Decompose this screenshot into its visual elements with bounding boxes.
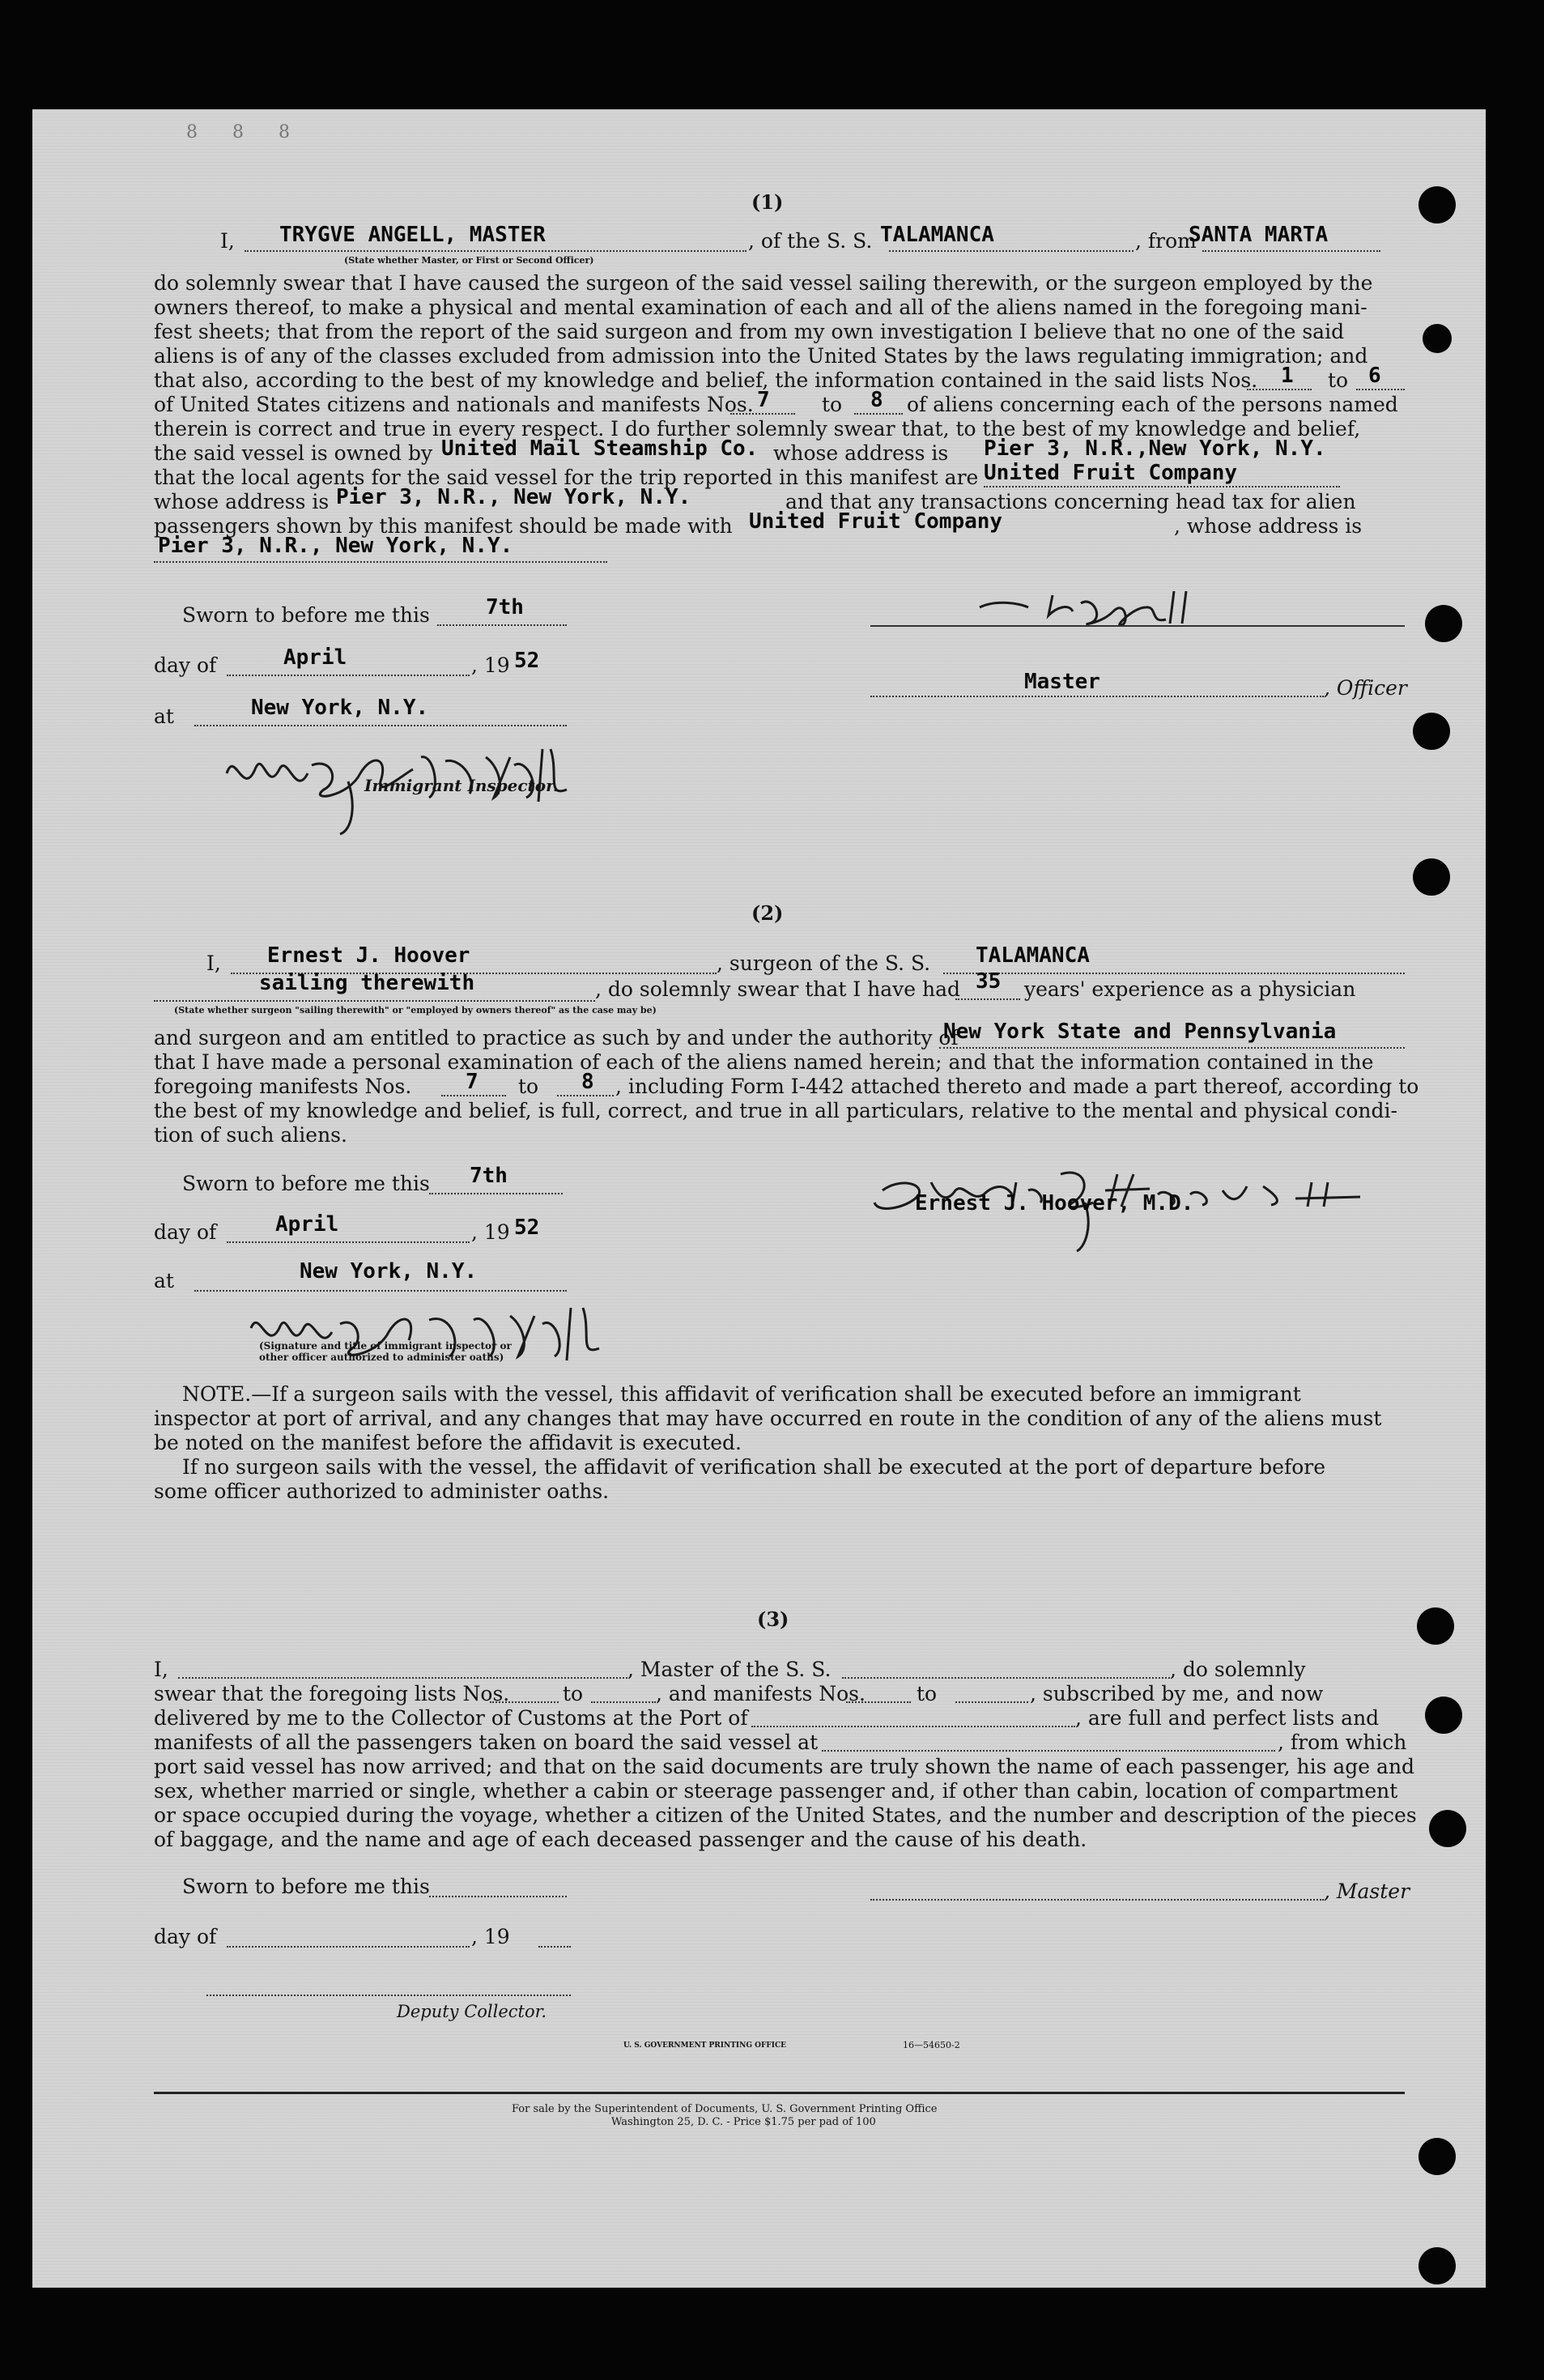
punch-hole [1419,2138,1456,2175]
s3-year-line [538,1946,571,1948]
punch-hole [1413,713,1450,750]
s1-manifests-to-line [854,413,903,415]
top-marks: 8 8 8 [186,122,304,143]
s2-authority: New York State and Pennsylvania [943,1020,1337,1044]
s1-master-sign-line [870,625,1405,627]
s1-month-line [227,675,470,676]
s1-pronoun: I, [220,229,235,253]
s3-para-3: of baggage, and the name and age of each deceased passenger and the cause of his death. [154,1828,1087,1851]
punch-hole [1429,1810,1466,1847]
s1-inspector-caption: Immigrant Inspector. [364,776,559,795]
s1-para-0: do solemnly swear that I have caused the surgeon of the said vessel sailing therewith, or the surgeon employed by the [154,271,1373,295]
s1-owner-address: Pier 3, N.R.,New York, N.Y. [984,436,1326,461]
s2-inspector-signature [243,1288,664,1377]
s3-l2-line-4 [955,1701,1028,1703]
punch-hole [1413,858,1450,896]
s2-line5: tion of such aliens. [154,1123,347,1147]
punch-hole [1423,324,1452,353]
s2-note-2: be noted on the manifest before the affidavit is executed. [154,1431,742,1454]
s1-tax-address-label: , whose address is [1174,514,1363,538]
s1-manifests-tail: of aliens concerning each of the persons named [907,393,1398,416]
s1-para-9: whose address is [154,490,330,513]
s3-l3a: delivered by me to the Collector of Customs at the Port of [154,1706,748,1730]
s3-l2b: to [563,1682,584,1705]
s1-of-the-ss: , of the S. S. [748,229,873,253]
s1-month: April [283,645,347,670]
section-2-number: (2) [751,901,784,925]
s1-from-label: , from [1135,229,1197,253]
s2-manifests-to: 8 [581,1070,594,1094]
s1-sworn-label: Sworn to before me this [182,603,430,627]
s1-port-line [1202,250,1380,252]
s2-surgeon-label: , surgeon of the S. S. [717,952,931,975]
s1-ship: TALAMANCA [880,223,994,247]
s1-officer-line [870,696,1324,697]
s1-manifests-to: 8 [870,388,883,412]
s1-head-tax-tail: and that any transactions concerning head tax for alien [785,490,1356,513]
s3-collector-line [206,1995,571,1996]
s1-para-4: that also, according to the best of my knowledge and belief, the information contained in the said lists Nos. [154,368,1258,392]
s1-master-name: TRYGVE ANGELL, MASTER [279,223,546,247]
s1-para-8: that the local agents for the said vessel for the trip reported in this manifest are [154,466,979,489]
s3-l2d: to [917,1682,938,1705]
s2-sworn-label: Sworn to before me this [182,1172,430,1195]
s1-agents-line [984,486,1340,487]
s3-sworn-label: Sworn to before me this [182,1875,430,1898]
s2-surgeon-name: Ernest J. Hoover [267,943,470,968]
s1-agents-address: Pier 3, N.R., New York, N.Y. [336,485,691,509]
s2-signer-typed: Ernest J. Hoover, M.D. [915,1191,1194,1216]
s3-para-1: sex, whether married or single, whether a cabin or steerage passenger and, if other than cabin, location of compartment [154,1779,1398,1803]
s2-year-prefix: , 19 [471,1220,510,1244]
s2-month-line [227,1241,470,1243]
s1-at-label: at [154,705,174,728]
s1-place: New York, N.Y. [251,696,429,720]
s3-l1c: , do solemnly [1170,1658,1306,1681]
s2-place: New York, N.Y. [300,1259,478,1284]
s1-signer-title: Master [1024,670,1100,694]
s3-l3-line [751,1726,1075,1727]
s3-l1-line-1 [178,1677,627,1679]
s3-l2-line-1 [490,1701,559,1703]
s3-collector-caption: Deputy Collector. [397,2002,547,2021]
s2-authority-line [939,1047,1405,1049]
s3-day-line [227,1946,470,1948]
s2-years-line [955,998,1020,1000]
footer-rule [154,2092,1405,2094]
s2-line4: the best of my knowledge and belief, is full, correct, and true in all particulars, relative to the mental and physical condi- [154,1099,1397,1122]
s2-years: 35 [976,969,1002,994]
s3-l2-line-2 [591,1701,656,1703]
s3-l3b: , are full and perfect lists and [1075,1706,1380,1730]
s1-manifests-to-label: to [822,393,843,416]
s1-master-line [245,250,746,252]
s2-ship: TALAMANCA [976,943,1090,968]
s1-owner: United Mail Steamship Co. [441,436,759,461]
s2-status-tail: , do solemnly swear that I have had [595,977,961,1001]
s3-l1b: , Master of the S. S. [627,1658,832,1681]
s1-para-7: the said vessel is owned by [154,441,433,465]
s1-sworn-day: 7th [486,595,524,619]
manifest-page [32,109,1486,2288]
s1-year-prefix: , 19 [471,654,510,677]
section-1-number: (1) [751,190,784,214]
s3-l4b: , from which [1278,1731,1407,1754]
punch-hole [1425,605,1462,642]
s2-pronoun: I, [206,952,221,975]
s1-owner-address-label: whose address is [773,441,949,465]
s2-note-1: inspector at port of arrival, and any changes that may have occurred en route in the condition of any of the aliens must [154,1407,1382,1430]
s3-l1-line-2 [842,1677,1170,1679]
s3-l2e: , subscribed by me, and now [1030,1682,1324,1705]
s3-master-label: , Master [1324,1880,1410,1903]
s1-manifests-from: 7 [757,388,770,412]
s3-para-2: or space occupied during the voyage, whether a citizen of the United States, and the number and description of the pieces [154,1803,1417,1827]
s3-l4-line [822,1750,1275,1752]
s2-authority-lead: and surgeon and am entitled to practice as such by and under the authority of [154,1026,959,1049]
s1-lists-to: 6 [1368,364,1381,388]
s1-para-6: therein is correct and true in every respect. I do further solemnly swear that, to the best of my knowledge and belief, [154,417,1361,441]
section-3-number: (3) [757,1607,789,1631]
s2-day-of-label: day of [154,1220,217,1244]
s2-line2: that I have made a personal examination of each of the aliens named herein; and that the information contained in the [154,1050,1374,1074]
s1-master-signature [907,575,1247,640]
s1-para-1: owners thereof, to make a physical and mental examination of each and all of the aliens named in the foregoing mani- [154,296,1367,319]
s3-sworn-line [429,1896,567,1897]
s3-l4a: manifests of all the passengers taken on board the said vessel at [154,1731,819,1754]
s3-day-of-label: day of [154,1925,217,1948]
s2-official-caption-1: (Signature and title of immigrant inspector or [259,1340,512,1352]
s2-sworn-day-line [429,1193,563,1194]
s1-year: 52 [514,649,540,673]
s2-status-line [154,1000,595,1002]
s3-l2-line-3 [846,1701,911,1703]
s3-master-line [870,1899,1324,1901]
s2-manifests-from: 7 [466,1070,479,1094]
s1-ship-line [889,250,1134,252]
s1-lists-to-line [1356,389,1405,390]
s2-manifests-to-label: to [518,1075,539,1098]
s2-sworn-day: 7th [470,1164,508,1188]
s2-note-0: NOTE.—If a surgeon sails with the vessel, this affidavit of verification shall be executed before an immigrant [182,1382,1301,1406]
s2-official-caption-2: other officer authorized to administer oaths) [259,1352,504,1363]
s1-tax-party: United Fruit Company [749,509,1003,534]
punch-hole [1425,1697,1462,1734]
s3-para-0: port said vessel has now arrived; and that on the said documents are truly shown the name of each passenger, his age and [154,1755,1415,1778]
s2-manifests-from-line [441,1095,506,1096]
s3-l1a: I, [154,1658,168,1681]
s2-status: sailing therewith [259,971,475,995]
s2-line3-lead: foregoing manifests Nos. [154,1075,412,1098]
s1-day-of-label: day of [154,654,217,677]
s1-tax-address: Pier 3, N.R., New York, N.Y. [158,534,513,558]
footer-sale-line-1: For sale by the Superintendent of Documents, U. S. Government Printing Office [512,2103,938,2115]
s1-master-caption: (State whether Master, or First or Second Officer) [344,255,594,266]
punch-hole [1419,2247,1456,2284]
footer-form-code: 16—54650-2 [903,2040,960,2050]
s2-year: 52 [514,1216,540,1240]
footer-printing-office: U. S. GOVERNMENT PRINTING OFFICE [623,2042,787,2050]
s2-month: April [275,1212,339,1237]
s2-note-4: some officer authorized to administer oaths. [154,1480,610,1503]
s1-port: SANTA MARTA [1189,223,1329,247]
punch-hole [1419,186,1456,224]
s3-year-prefix: , 19 [471,1925,510,1948]
s2-years-tail: years' experience as a physician [1024,977,1356,1001]
s2-manifests-to-line [557,1095,614,1096]
s1-lists-to-label: to [1328,368,1349,392]
punch-hole [1417,1607,1454,1645]
s1-tax-address-line [154,561,607,563]
s1-para-10: passengers shown by this manifest should be made with [154,514,733,538]
s1-para-5: of United States citizens and nationals and manifests Nos. [154,393,754,416]
s2-note-3: If no surgeon sails with the vessel, the affidavit of verification shall be executed at the port of departure before [182,1455,1325,1479]
s1-para-2: fest sheets; that from the report of the said surgeon and from my own investigation I believe that no one of the said [154,320,1345,343]
footer-sale-line-2: Washington 25, D. C. - Price $1.75 per pad of 100 [611,2116,876,2128]
s1-lists-from-line [1247,389,1312,390]
s1-sworn-day-line [437,624,567,626]
s1-manifests-from-line [730,413,795,415]
s1-agents: United Fruit Company [984,461,1238,485]
s2-status-caption: (State whether surgeon "sailing therewith" or "employed by owners thereof" as the case may be) [174,1005,657,1015]
s2-ship-line [943,973,1405,974]
s2-at-label: at [154,1269,174,1292]
s3-l2c: , and manifests Nos. [656,1682,866,1705]
s1-officer-label: , Officer [1324,676,1407,700]
s1-lists-from: 1 [1281,364,1294,388]
s3-l2a: swear that the foregoing lists Nos. [154,1682,510,1705]
s1-para-3: aliens is of any of the classes excluded from admission into the United States by the laws regulating immigration; and [154,344,1368,368]
s2-line3-tail: , including Form I-442 attached thereto and made a part thereof, according to [615,1075,1419,1098]
